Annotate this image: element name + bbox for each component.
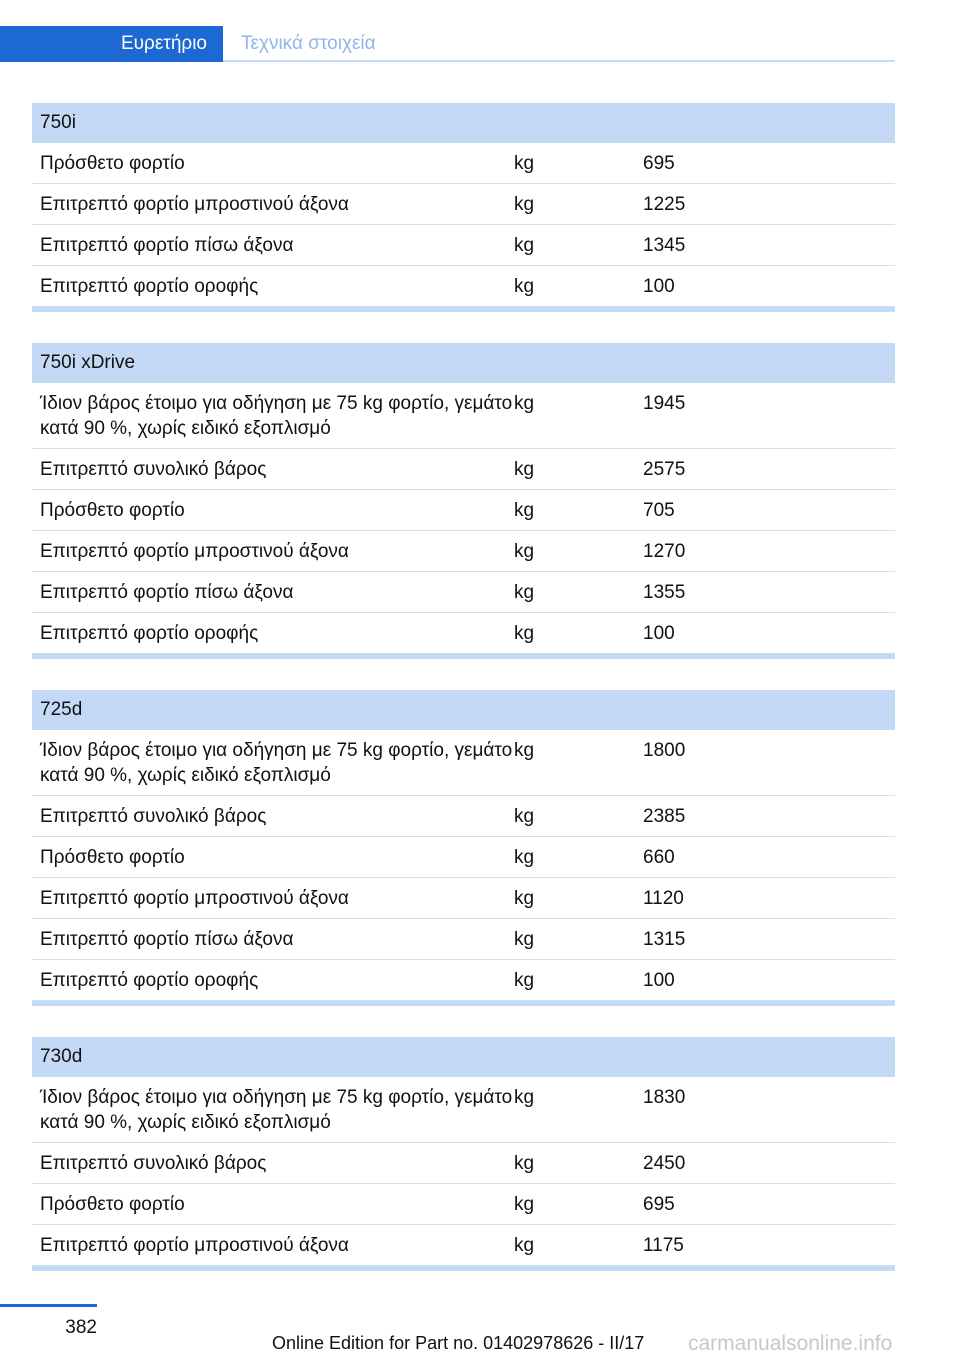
spec-table bbox=[32, 1037, 895, 1271]
table-row bbox=[32, 490, 895, 531]
row-value: 695 bbox=[643, 1194, 675, 1215]
table-row bbox=[32, 837, 895, 878]
row-unit: kg bbox=[514, 582, 535, 603]
technical-data-tables bbox=[32, 103, 895, 1302]
table-row bbox=[32, 449, 895, 490]
row-value: 1225 bbox=[643, 194, 686, 215]
row-label: Επιτρεπτό συνολικό βάρος bbox=[40, 806, 267, 827]
row-value: 1315 bbox=[643, 929, 686, 950]
row-unit: kg bbox=[514, 194, 535, 215]
table-row bbox=[32, 730, 895, 796]
row-unit: kg bbox=[514, 929, 535, 950]
table-row bbox=[32, 919, 895, 960]
row-value: 2385 bbox=[643, 806, 686, 827]
row-unit: kg bbox=[514, 459, 535, 480]
page-number: 382 bbox=[65, 1317, 97, 1338]
row-label: Ίδιον βάρος έτοιμο για οδήγηση με 75 kg φορτίο, γεμάτο κατά 90 %, χωρίς ειδικό εξοπλισμό bbox=[40, 1087, 513, 1133]
table-row bbox=[32, 1077, 895, 1143]
table-row bbox=[32, 613, 895, 654]
row-label: Πρόσθετο φορτίο bbox=[40, 500, 185, 521]
row-value: 1830 bbox=[643, 1087, 686, 1108]
spec-table-header: 730d bbox=[32, 1037, 895, 1077]
row-unit: kg bbox=[514, 1087, 535, 1108]
tab-index-label: Ευρετήριο bbox=[120, 33, 207, 54]
row-label: Ίδιον βάρος έτοιμο για οδήγηση με 75 kg φορτίο, γεμάτο κατά 90 %, χωρίς ειδικό εξοπλισμό bbox=[40, 740, 513, 786]
spec-table-footer-bar bbox=[32, 307, 895, 312]
row-label: Επιτρεπτό συνολικό βάρος bbox=[40, 459, 267, 480]
spec-table-header: 725d bbox=[32, 690, 895, 730]
row-label: Επιτρεπτό φορτίο οροφής bbox=[40, 276, 259, 297]
row-label: Επιτρεπτό συνολικό βάρος bbox=[40, 1153, 267, 1174]
tab-technical-data[interactable] bbox=[223, 26, 376, 62]
spec-table-footer-bar bbox=[32, 1266, 895, 1271]
spec-table-header: 750i xDrive bbox=[32, 343, 895, 383]
row-value: 2575 bbox=[643, 459, 686, 480]
row-label: Επιτρεπτό φορτίο πίσω άξονα bbox=[40, 582, 294, 603]
spec-table bbox=[32, 690, 895, 1006]
spec-table bbox=[32, 343, 895, 659]
table-row bbox=[32, 1184, 895, 1225]
tab-technical-data-label: Τεχνικά στοιχεία bbox=[241, 33, 376, 54]
row-value: 1355 bbox=[643, 582, 686, 603]
table-row bbox=[32, 383, 895, 449]
row-unit: kg bbox=[514, 970, 535, 991]
row-value: 660 bbox=[643, 847, 675, 868]
table-row bbox=[32, 225, 895, 266]
row-unit: kg bbox=[514, 1153, 535, 1174]
row-value: 100 bbox=[643, 276, 675, 297]
table-row bbox=[32, 266, 895, 307]
row-unit: kg bbox=[514, 1235, 535, 1256]
row-value: 1120 bbox=[643, 888, 684, 909]
row-label: Επιτρεπτό φορτίο πίσω άξονα bbox=[40, 929, 294, 950]
table-row bbox=[32, 1143, 895, 1184]
row-label: Πρόσθετο φορτίο bbox=[40, 847, 185, 868]
row-label: Πρόσθετο φορτίο bbox=[40, 1194, 185, 1215]
table-row bbox=[32, 184, 895, 225]
table-row bbox=[32, 960, 895, 1001]
row-unit: kg bbox=[514, 153, 535, 174]
row-unit: kg bbox=[514, 393, 535, 414]
table-row bbox=[32, 878, 895, 919]
edition-note: Online Edition for Part no. 01402978626 - II/17 bbox=[272, 1333, 645, 1353]
tab-index[interactable] bbox=[0, 26, 223, 62]
row-value: 100 bbox=[643, 970, 675, 991]
row-value: 1945 bbox=[643, 393, 686, 414]
row-value: 1175 bbox=[643, 1235, 684, 1256]
row-unit: kg bbox=[514, 806, 535, 827]
row-value: 705 bbox=[643, 500, 675, 521]
row-value: 695 bbox=[643, 153, 675, 174]
row-label: Ίδιον βάρος έτοιμο για οδήγηση με 75 kg φορτίο, γεμάτο κατά 90 %, χωρίς ειδικό εξοπλισμό bbox=[40, 393, 513, 439]
table-row bbox=[32, 572, 895, 613]
table-row bbox=[32, 143, 895, 184]
row-label: Επιτρεπτό φορτίο οροφής bbox=[40, 623, 259, 644]
row-label: Πρόσθετο φορτίο bbox=[40, 153, 185, 174]
row-value: 1345 bbox=[643, 235, 686, 256]
header-divider bbox=[223, 60, 895, 62]
row-unit: kg bbox=[514, 500, 535, 521]
row-unit: kg bbox=[514, 235, 535, 256]
watermark: carmanualsonline.info bbox=[688, 1332, 893, 1355]
row-unit: kg bbox=[514, 541, 535, 562]
row-unit: kg bbox=[514, 1194, 535, 1215]
row-value: 1800 bbox=[643, 740, 686, 761]
row-unit: kg bbox=[514, 740, 535, 761]
table-row bbox=[32, 531, 895, 572]
row-label: Επιτρεπτό φορτίο οροφής bbox=[40, 970, 259, 991]
row-value: 1270 bbox=[643, 541, 686, 562]
row-unit: kg bbox=[514, 847, 535, 868]
spec-table bbox=[32, 103, 895, 312]
row-unit: kg bbox=[514, 276, 535, 297]
row-label: Επιτρεπτό φορτίο μπροστινού άξονα bbox=[40, 888, 349, 909]
row-value: 100 bbox=[643, 623, 675, 644]
row-unit: kg bbox=[514, 623, 535, 644]
table-row bbox=[32, 796, 895, 837]
row-label: Επιτρεπτό φορτίο πίσω άξονα bbox=[40, 235, 294, 256]
footer-accent-line bbox=[0, 1304, 97, 1307]
row-unit: kg bbox=[514, 888, 535, 909]
top-navigation bbox=[0, 26, 895, 62]
spec-table-footer-bar bbox=[32, 654, 895, 659]
row-label: Επιτρεπτό φορτίο μπροστινού άξονα bbox=[40, 1235, 349, 1256]
row-label: Επιτρεπτό φορτίο μπροστινού άξονα bbox=[40, 541, 349, 562]
row-label: Επιτρεπτό φορτίο μπροστινού άξονα bbox=[40, 194, 349, 215]
table-row bbox=[32, 1225, 895, 1266]
row-value: 2450 bbox=[643, 1153, 686, 1174]
spec-table-header: 750i bbox=[32, 103, 895, 143]
spec-table-footer-bar bbox=[32, 1001, 895, 1006]
